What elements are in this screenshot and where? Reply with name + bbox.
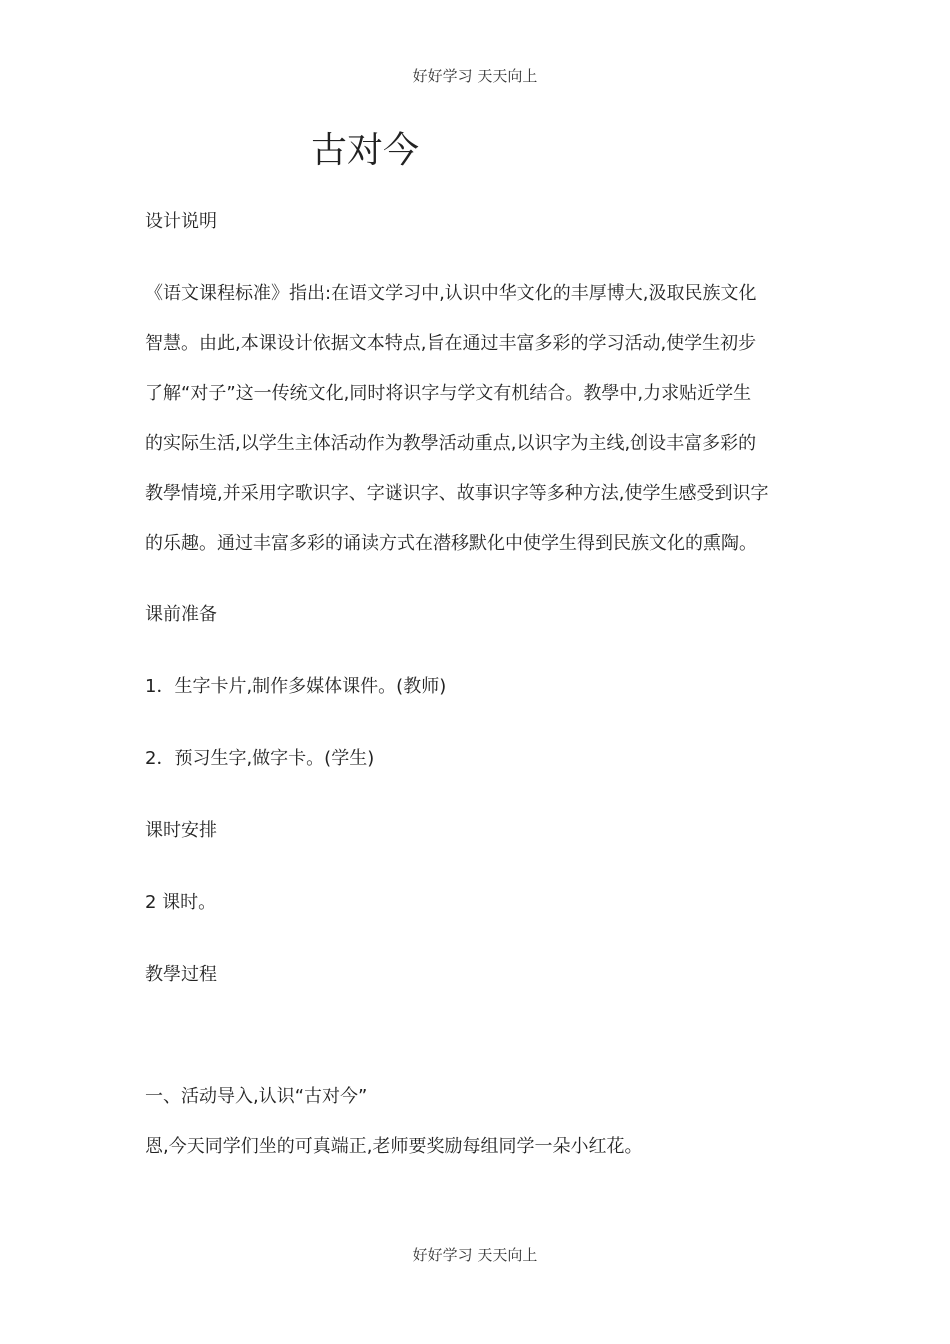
section-heading-prep: 课前准备 xyxy=(145,604,217,625)
document-title: 古对今 xyxy=(311,130,420,171)
schedule-text: 2 课时。 xyxy=(145,892,217,913)
page-footer: 好好学习 天天向上 xyxy=(412,1246,538,1264)
design-paragraph xyxy=(145,282,810,582)
paragraph-line: 《语文课程标准》指出:在语文学习中,认识中华文化的丰厚博大,汲取民族文化 xyxy=(145,283,757,304)
paragraph-line: 的实际生活,以学生主体活动作为教學活动重点,以识字为主线,创设丰富多彩的 xyxy=(145,433,757,454)
paragraph-line: 的乐趣。通过丰富多彩的诵读方式在潜移默化中使学生得到民族文化的熏陶。 xyxy=(145,533,757,554)
paragraph-line: 教學情境,并采用字歌识字、字谜识字、故事识字等多种方法,使学生感受到识字 xyxy=(145,483,769,504)
paragraph-line: 智慧。由此,本课设计依据文本特点,旨在通过丰富多彩的学习活动,使学生初步 xyxy=(145,333,757,354)
step-heading: 一、活动导入,认识“古对今” xyxy=(145,1086,368,1107)
step-text: 恩,今天同学们坐的可真端正,老师要奖励每组同学一朵小红花。 xyxy=(145,1136,643,1157)
prep-item: 1．生字卡片,制作多媒体课件。(教师) xyxy=(145,676,447,697)
prep-item: 2．预习生字,做字卡。(学生) xyxy=(145,748,375,769)
page-header: 好好学习 天天向上 xyxy=(412,67,538,85)
paragraph-line: 了解“对子”这一传统文化,同时将识字与学文有机结合。教學中,力求贴近学生 xyxy=(145,383,752,404)
section-heading-schedule: 课时安排 xyxy=(145,820,217,841)
section-heading-design: 设计说明 xyxy=(145,211,217,232)
section-heading-process: 教學过程 xyxy=(145,964,217,985)
